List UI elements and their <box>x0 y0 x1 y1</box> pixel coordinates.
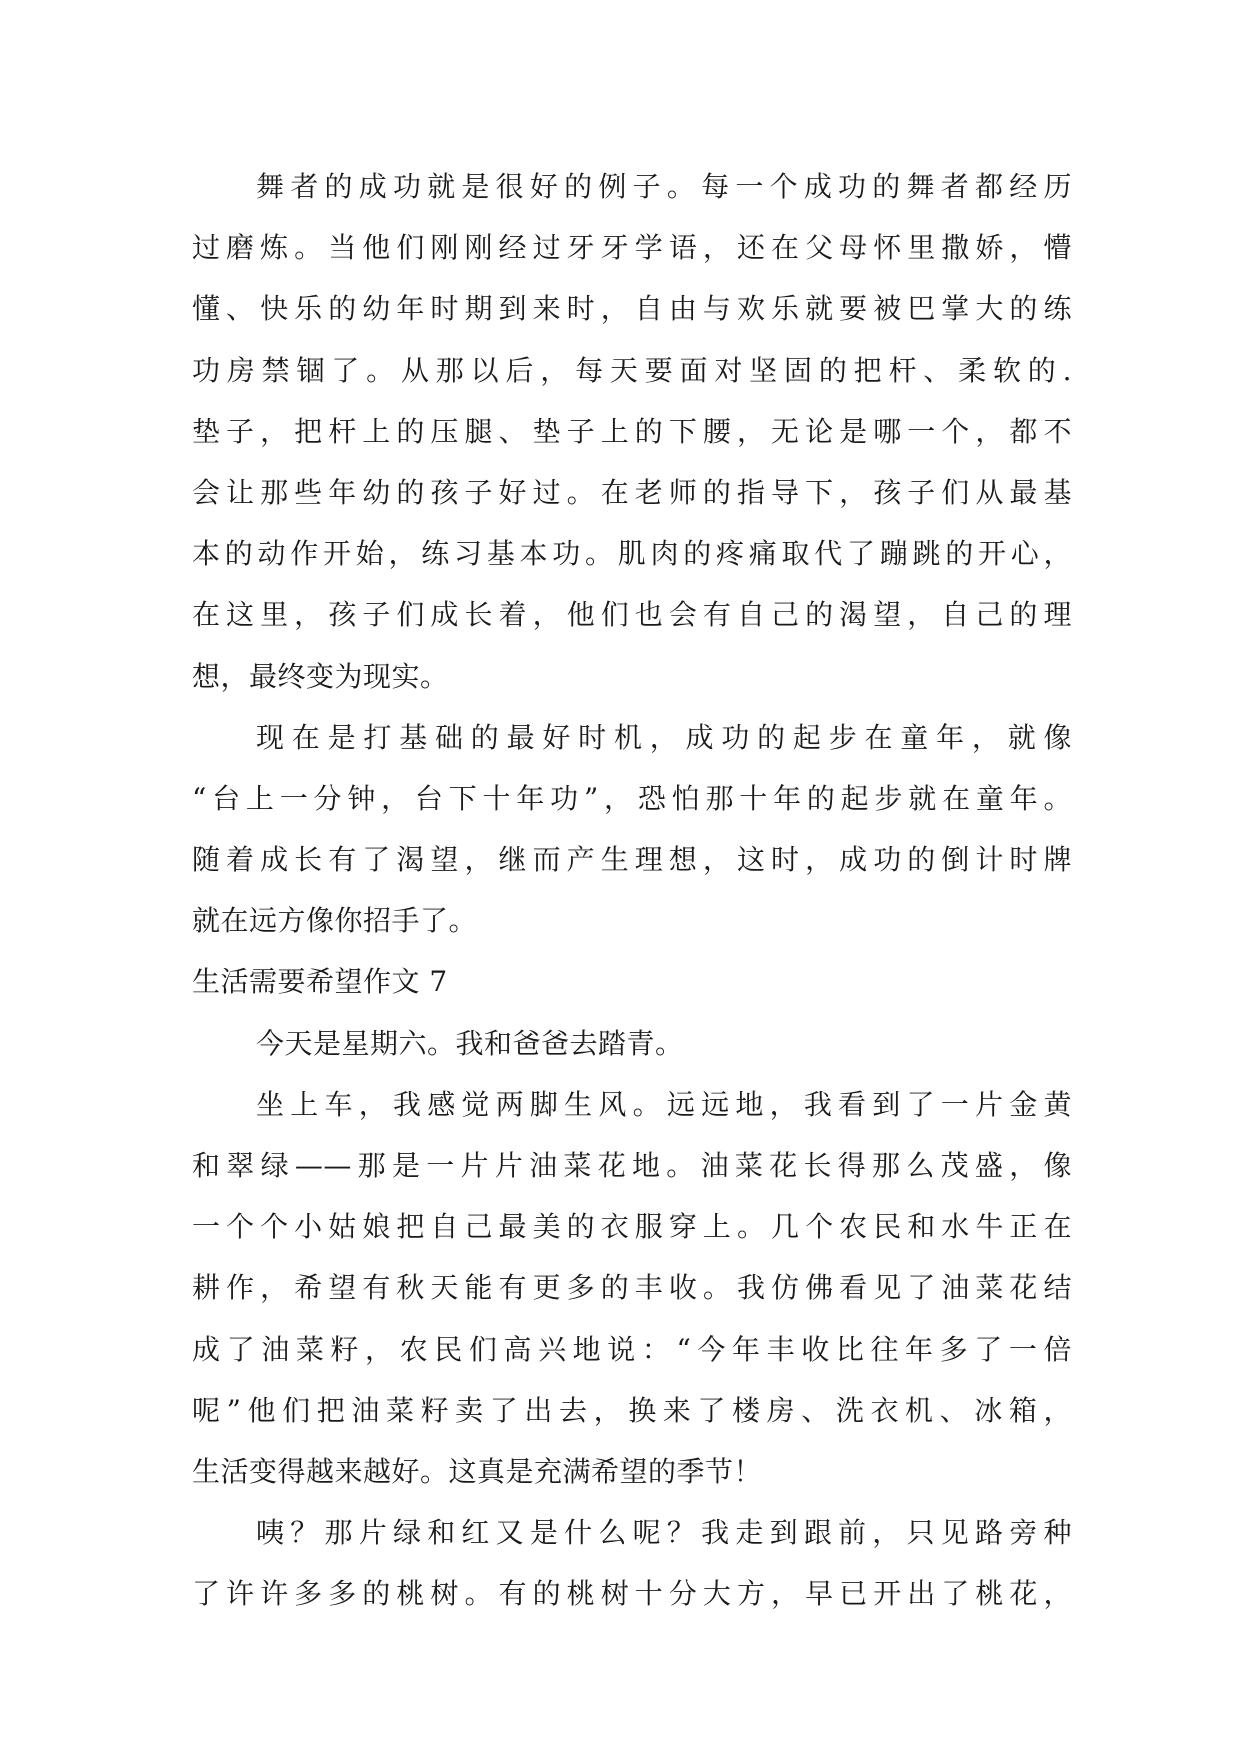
text-line: 一个个小姑娘把自己最美的衣服穿上。几个农民和水牛正在 <box>192 1210 1072 1244</box>
text-line: 耕作，希望有秋天能有更多的丰收。我仿佛看见了油菜花结 <box>192 1271 1072 1305</box>
text-line: 坐上车，我感觉两脚生风。远远地，我看到了一片金黄 <box>256 1087 1072 1121</box>
essay-text <box>192 156 1072 1625</box>
text-line: 舞者的成功就是很好的例子。每一个成功的舞者都经历 <box>256 170 1072 203</box>
text-line: 随着成长有了渴望，继而产生理想，这时，成功的倒计时牌 <box>192 843 1072 877</box>
text-line: 成了油菜籽，农民们高兴地说：“今年丰收比往年多了一倍 <box>192 1332 1072 1366</box>
text-line: “台上一分钟，台下十年功”，恐怕那十年的起步就在童年。 <box>192 781 1072 815</box>
text-line: 会让那些年幼的孩子好过。在老师的指导下，孩子们从最基 <box>192 475 1072 509</box>
text-line: 咦？那片绿和红又是什么呢？我走到跟前，只见路旁种 <box>256 1516 1072 1550</box>
text-line: 在这里，孩子们成长着，他们也会有自己的渴望，自己的理 <box>192 598 1072 632</box>
text-line: 呢”他们把油菜籽卖了出去，换来了楼房、洗衣机、冰箱， <box>192 1393 1072 1427</box>
text-line: 今天是星期六。我和爸爸去踏青。 <box>256 1026 684 1060</box>
text-line: 和翠绿——那是一片片油菜花地。油菜花长得那么茂盛，像 <box>192 1149 1072 1182</box>
text-line: 懂、快乐的幼年时期到来时，自由与欢乐就要被巴掌大的练 <box>192 292 1072 326</box>
text-line: 功房禁锢了。从那以后，每天要面对坚固的把杆、柔软的. <box>192 353 1072 387</box>
text-line: 就在远方像你招手了。 <box>192 904 478 938</box>
text-line: 了许许多多的桃树。有的桃树十分大方，早已开出了桃花， <box>192 1577 1072 1611</box>
section-heading: 生活需要希望作文 7 <box>192 965 448 999</box>
text-line: 垫子，把杆上的压腿、垫子上的下腰，无论是哪一个，都不 <box>192 414 1072 448</box>
text-line: 想，最终变为现实。 <box>192 659 449 693</box>
text-line: 现在是打基础的最好时机，成功的起步在童年，就像 <box>256 720 1072 754</box>
text-line: 生活变得越来越好。这真是充满希望的季节！ <box>192 1454 763 1488</box>
text-line: 本的动作开始，练习基本功。肌肉的疼痛取代了蹦跳的开心， <box>192 537 1072 571</box>
text-line: 过磨炼。当他们刚刚经过牙牙学语，还在父母怀里撒娇，懵 <box>192 231 1072 265</box>
